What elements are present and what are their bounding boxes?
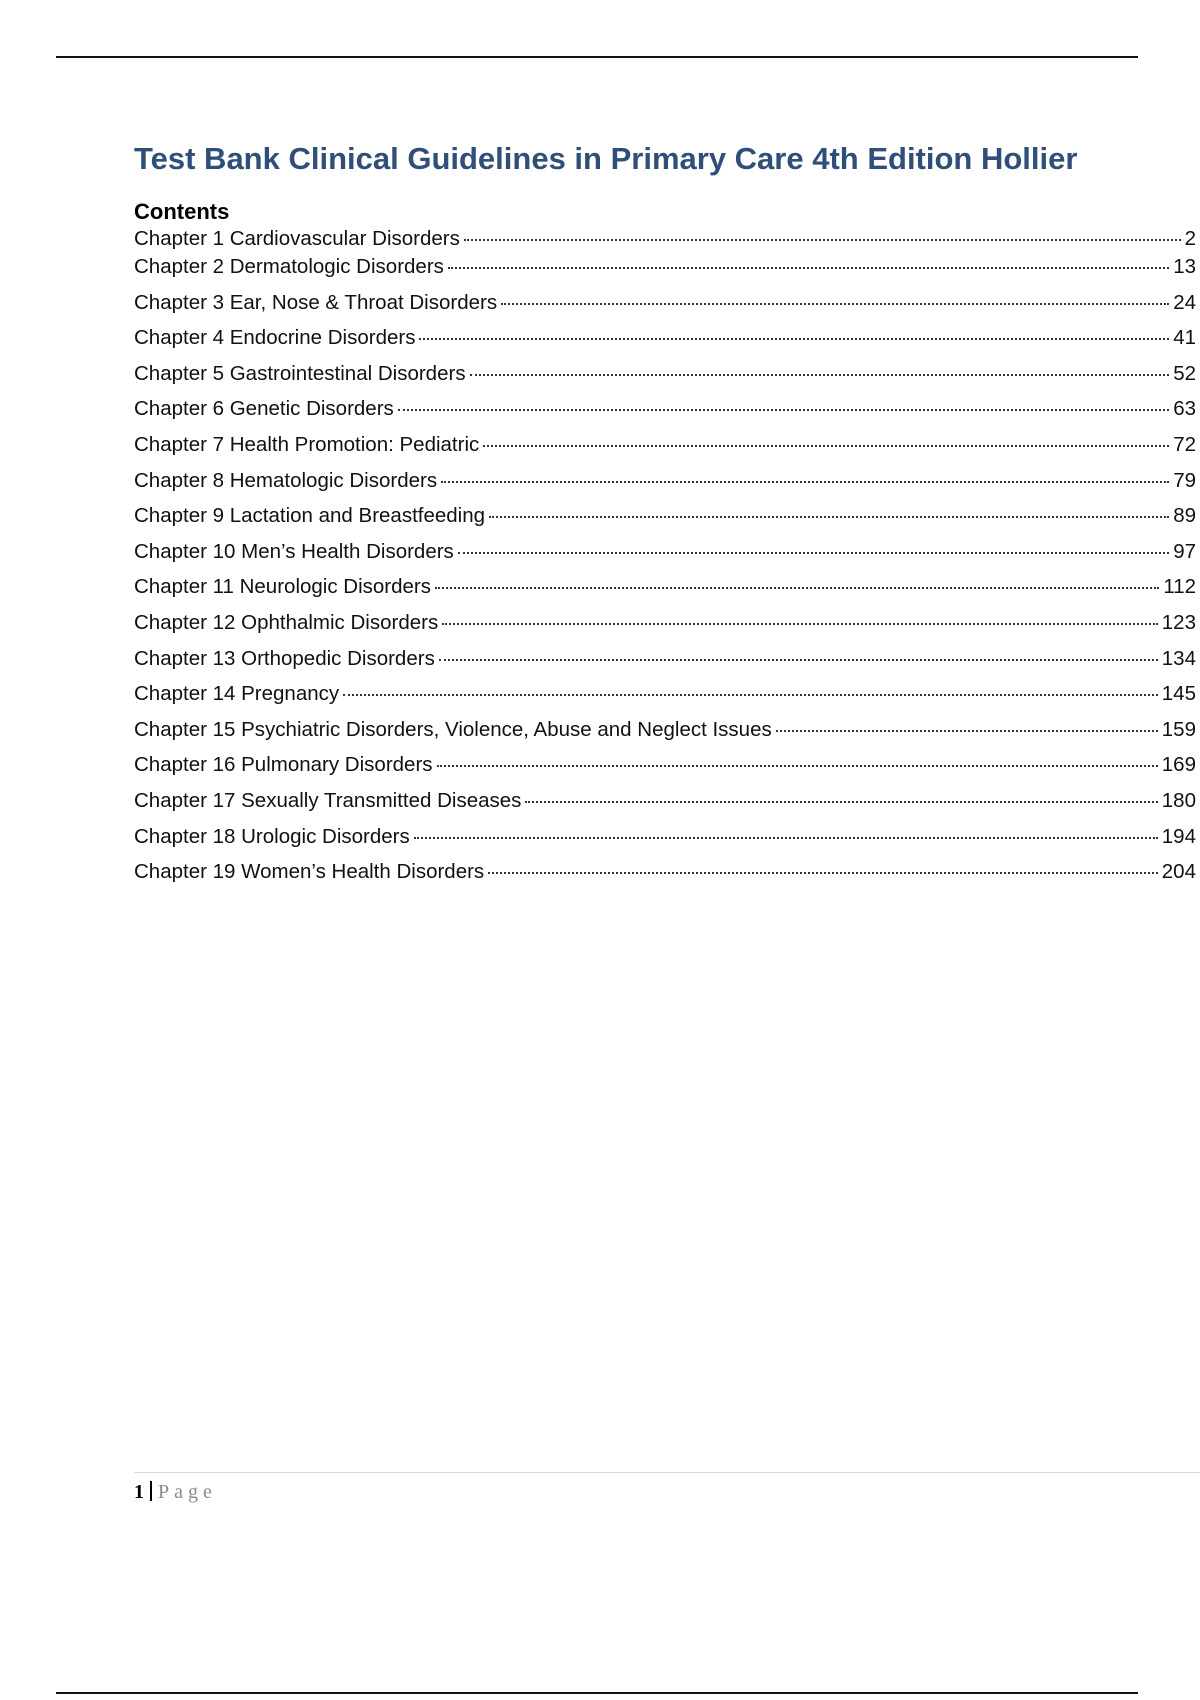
toc-entry-page-number: 180	[1161, 788, 1196, 812]
toc-dot-leader	[414, 837, 1158, 839]
toc-entry[interactable]	[134, 824, 1196, 860]
toc-dot-leader	[501, 303, 1169, 305]
toc-entry-page-number: 194	[1161, 824, 1196, 848]
toc-dot-leader	[448, 267, 1169, 269]
toc-dot-leader	[489, 516, 1169, 518]
toc-entry-page-number: 134	[1161, 646, 1196, 670]
toc-entry-label: Chapter 12 Ophthalmic Disorders	[134, 610, 439, 634]
toc-entry[interactable]	[134, 610, 1196, 646]
toc-entry[interactable]	[134, 574, 1196, 610]
toc-entry-label: Chapter 4 Endocrine Disorders	[134, 326, 416, 350]
table-of-contents	[134, 226, 1196, 895]
toc-entry-page-number: 79	[1173, 468, 1196, 492]
toc-entry-label: Chapter 10 Men’s Health Disorders	[134, 539, 454, 563]
toc-entry-page-number: 24	[1173, 290, 1196, 314]
footer-page-label: Page	[158, 1481, 217, 1503]
toc-dot-leader	[776, 730, 1158, 732]
toc-dot-leader	[398, 409, 1169, 411]
toc-entry-label: Chapter 8 Hematologic Disorders	[134, 468, 438, 492]
toc-entry-label: Chapter 7 Health Promotion: Pediatric	[134, 432, 480, 456]
toc-entry[interactable]	[134, 396, 1196, 432]
toc-entry-page-number: 13	[1173, 255, 1196, 278]
contents-heading: Contents	[134, 199, 230, 224]
toc-dot-leader	[343, 694, 1158, 696]
toc-dot-leader	[441, 481, 1169, 483]
toc-entry-page-number: 169	[1161, 753, 1196, 777]
toc-entry-page-number: 204	[1161, 860, 1196, 884]
footer-divider	[134, 1472, 1200, 1473]
toc-dot-leader	[437, 765, 1158, 767]
bottom-divider	[56, 1692, 1138, 1694]
toc-entry-label: Chapter 11 Neurologic Disorders	[134, 575, 432, 599]
toc-dot-leader	[419, 338, 1169, 340]
toc-entry[interactable]	[134, 290, 1196, 326]
toc-entry-label: Chapter 6 Genetic Disorders	[134, 397, 394, 421]
toc-entry[interactable]	[134, 646, 1196, 682]
toc-entry-page-number: 145	[1161, 682, 1196, 706]
toc-entry[interactable]	[134, 539, 1196, 575]
document-body	[134, 136, 1196, 895]
toc-dot-leader	[442, 623, 1158, 625]
page-footer	[134, 1478, 217, 1504]
toc-entry-label: Chapter 2 Dermatologic Disorders	[134, 255, 444, 278]
toc-dot-leader	[525, 801, 1157, 803]
toc-entry-label: Chapter 17 Sexually Transmitted Diseases	[134, 788, 522, 812]
document-title: Test Bank Clinical Guidelines in Primary Care 4th Edition Hollier	[134, 141, 1078, 176]
toc-dot-leader	[488, 872, 1158, 874]
toc-entry-page-number: 63	[1173, 397, 1196, 421]
toc-entry-page-number: 41	[1173, 326, 1196, 350]
toc-entry-page-number: 159	[1161, 717, 1196, 741]
toc-entry[interactable]	[134, 361, 1196, 397]
toc-entry[interactable]	[134, 681, 1196, 717]
toc-dot-leader	[458, 552, 1169, 554]
toc-entry-label: Chapter 9 Lactation and Breastfeeding	[134, 504, 486, 528]
toc-entry-label: Chapter 14 Pregnancy	[134, 682, 340, 706]
toc-dot-leader	[435, 587, 1159, 589]
toc-entry-page-number: 112	[1163, 575, 1196, 599]
toc-entry-label: Chapter 1 Cardiovascular Disorders	[134, 227, 460, 250]
toc-entry-label: Chapter 13 Orthopedic Disorders	[134, 646, 435, 670]
toc-entry[interactable]	[134, 503, 1196, 539]
toc-entry-label: Chapter 16 Pulmonary Disorders	[134, 753, 433, 777]
toc-entry[interactable]	[134, 752, 1196, 788]
footer-page-number: 1	[134, 1481, 144, 1503]
toc-entry[interactable]	[134, 325, 1196, 361]
toc-entry-page-number: 123	[1161, 610, 1196, 634]
toc-entry[interactable]	[134, 254, 1196, 290]
toc-entry[interactable]	[134, 226, 1196, 254]
footer-separator	[150, 1481, 152, 1501]
toc-entry[interactable]	[134, 432, 1196, 468]
toc-dot-leader	[464, 239, 1181, 241]
toc-dot-leader	[470, 374, 1170, 376]
toc-entry-label: Chapter 3 Ear, Nose & Throat Disorders	[134, 290, 498, 314]
toc-entry-page-number: 97	[1173, 539, 1196, 563]
toc-dot-leader	[439, 659, 1158, 661]
toc-entry-page-number: 2	[1184, 227, 1196, 250]
toc-entry-label: Chapter 5 Gastrointestinal Disorders	[134, 361, 466, 385]
toc-entry[interactable]	[134, 859, 1196, 895]
toc-entry[interactable]	[134, 468, 1196, 504]
toc-entry-label: Chapter 18 Urologic Disorders	[134, 824, 410, 848]
toc-entry[interactable]	[134, 788, 1196, 824]
toc-entry-page-number: 52	[1173, 361, 1196, 385]
toc-entry-page-number: 89	[1173, 504, 1196, 528]
toc-entry-label: Chapter 19 Women’s Health Disorders	[134, 860, 485, 884]
toc-dot-leader	[483, 445, 1169, 447]
toc-entry-page-number: 72	[1173, 432, 1196, 456]
toc-entry[interactable]	[134, 717, 1196, 753]
top-divider	[56, 56, 1138, 58]
toc-entry-label: Chapter 15 Psychiatric Disorders, Violence, Abuse and Neglect Issues	[134, 717, 772, 741]
